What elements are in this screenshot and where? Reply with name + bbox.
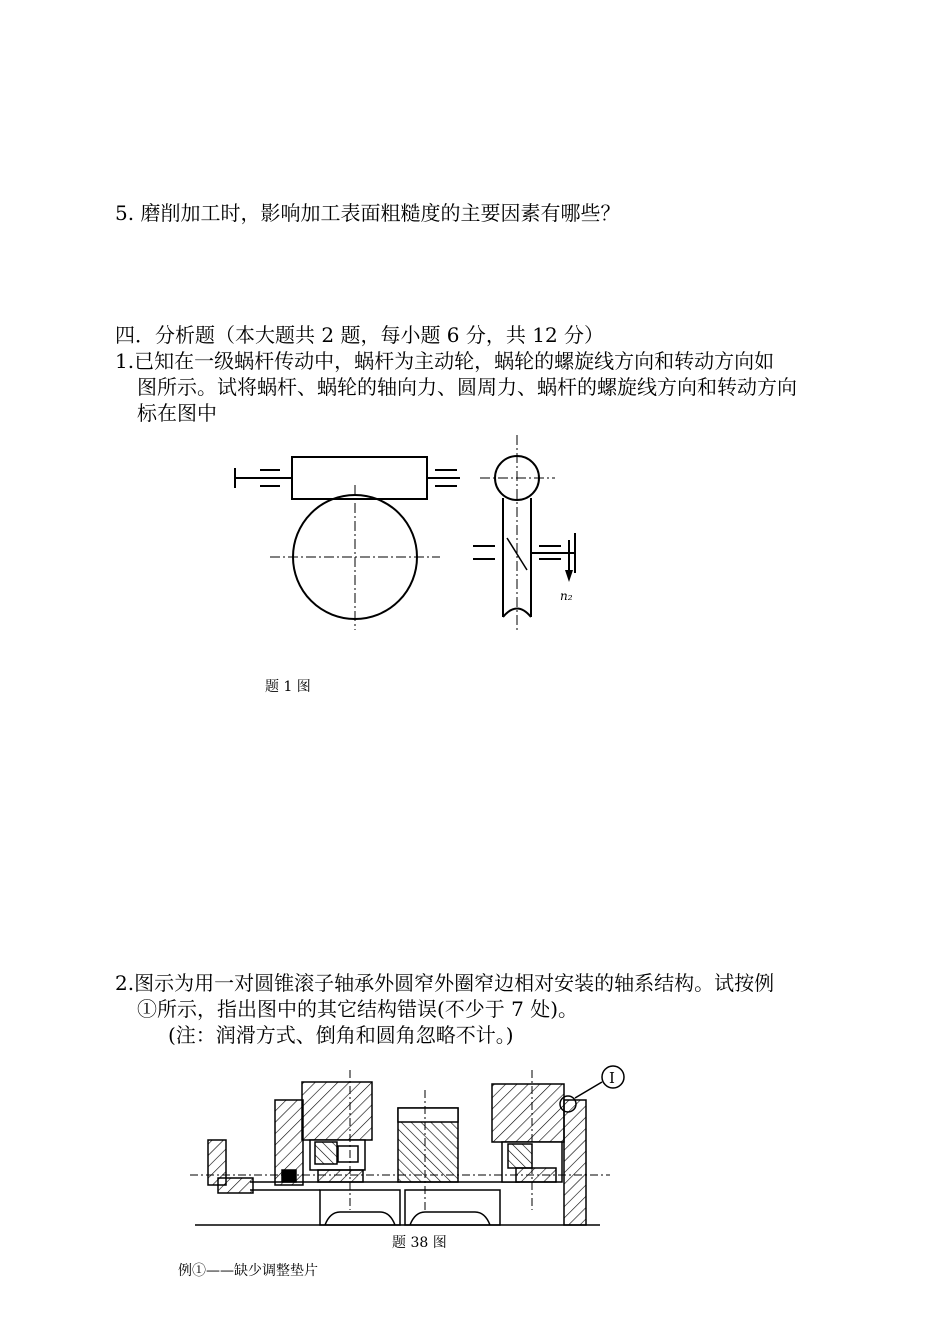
n2-label: n₂ — [560, 589, 573, 603]
q1-line-2: 图所示。试将蜗杆、蜗轮的轴向力、圆周力、蜗杆的螺旋线方向和转动方向 — [137, 375, 797, 399]
marker-label: I — [609, 1069, 615, 1087]
q1-line-3: 标在图中 — [137, 401, 217, 425]
figure-38-caption: 题 38 图 — [392, 1235, 447, 1251]
q1-line-1: 1.已知在一级蜗杆传动中，蜗杆为主动轮，蜗轮的螺旋线方向和转动方向如 — [115, 349, 775, 373]
worm-drive-figure — [225, 430, 625, 640]
figure-1-caption: 题 1 图 — [265, 679, 311, 695]
q2-line-1: 2.图示为用一对圆锥滚子轴承外圆窄外圈窄边相对安装的轴系结构。试按例 — [115, 971, 775, 995]
question-5: 5. 磨削加工时，影响加工表面粗糙度的主要因素有哪些？ — [115, 201, 621, 225]
q2-line-2: ①所示，指出图中的其它结构错误(不少于 7 处)。 — [137, 997, 579, 1021]
section-4-heading: 四．分析题（本大题共 2 题，每小题 6 分，共 12 分） — [115, 323, 605, 347]
example-note: 例①——缺少调整垫片 — [178, 1263, 318, 1279]
q2-line-3: (注：润滑方式、倒角和圆角忽略不计。) — [168, 1023, 514, 1047]
shaft-system-figure — [190, 1060, 630, 1230]
